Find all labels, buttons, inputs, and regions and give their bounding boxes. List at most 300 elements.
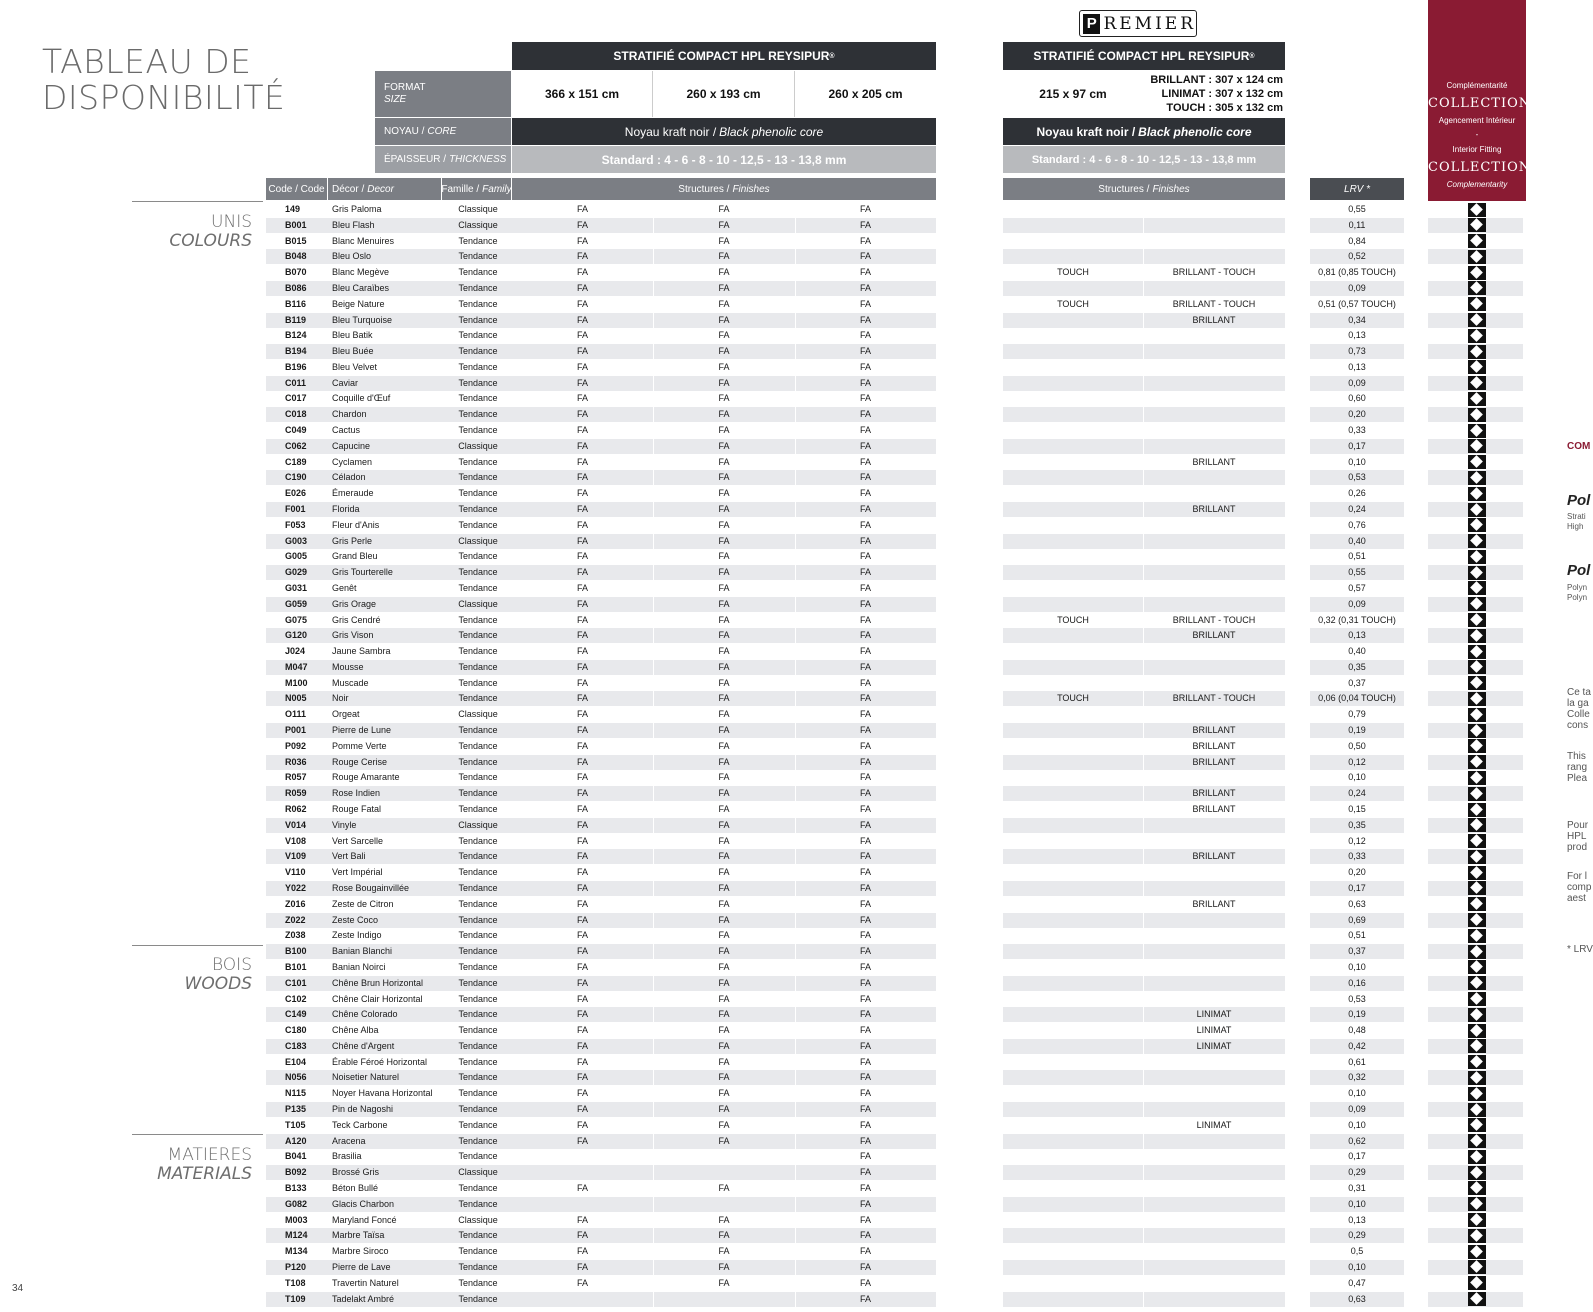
collection-diamond-icon [1468, 1055, 1486, 1069]
collection-diamond-icon [1468, 708, 1486, 722]
table-row [0, 328, 1588, 343]
cell-finish-large [1143, 1149, 1285, 1164]
cell-finish-215 [1003, 1023, 1143, 1038]
table-row [0, 1102, 1588, 1117]
cell-finish-366: FA [576, 661, 588, 672]
cell-finish-260x193: FA [718, 725, 730, 736]
cell-finish-260x193: FA [718, 1088, 730, 1099]
cell-finish-215 [1003, 1118, 1143, 1133]
cell-finish-215 [1003, 1007, 1143, 1022]
collection-diamond-icon [1468, 913, 1486, 927]
cell-code: C018 [285, 409, 307, 420]
cell-finish-260x205: FA [859, 1277, 871, 1288]
collection-diamond-icon [1468, 850, 1486, 864]
table-row [0, 423, 1588, 438]
cell-finish-215 [1003, 565, 1143, 580]
cell-code: V109 [285, 851, 307, 862]
cell-finish-260x205: FA [859, 204, 871, 214]
cell-finish-260x205: FA [859, 551, 871, 562]
collection-diamond-icon [1468, 1150, 1486, 1164]
collection-icon [1465, 265, 1489, 280]
cell-finish-large [1143, 928, 1285, 943]
cell-finish-260x205: FA [859, 314, 871, 325]
cell-finish-260x205: FA [859, 914, 871, 925]
collection-icon [1465, 1292, 1489, 1307]
logo-text: REMIER [1103, 13, 1196, 34]
format-3: 260 x 205 cm [795, 71, 936, 117]
cell-decor: Bleu Turquoise [332, 314, 393, 325]
cell-finish-215: TOUCH [1057, 614, 1089, 625]
cell-code: B001 [285, 219, 307, 230]
cell-lrv: 0,34 [1348, 314, 1366, 325]
cell-lrv: 0,60 [1348, 393, 1366, 404]
cell-finish-260x205: FA [859, 409, 871, 420]
cell-lrv: 0,13 [1348, 1214, 1366, 1225]
premier-logo [1079, 10, 1197, 37]
collection-diamond-icon [1468, 1118, 1486, 1132]
cell-decor: Blanc Megève [332, 267, 390, 278]
table1-thickness: Standard : 4 - 6 - 8 - 10 - 12,5 - 13 - 13,8 mm [512, 146, 936, 173]
cell-decor: Zeste Coco [332, 914, 379, 925]
table-row [0, 518, 1588, 533]
cell-finish-215 [1003, 439, 1143, 454]
cell-finish-366: FA [576, 693, 588, 704]
cell-family: Tendance [458, 1135, 498, 1146]
cell-finish-large: BRILLANT [1192, 788, 1236, 799]
cell-family: Tendance [458, 298, 498, 309]
cell-finish-366: FA [576, 488, 588, 499]
table-row [0, 723, 1588, 738]
cell-decor: Chêne Clair Horizontal [332, 993, 423, 1004]
cell-finish-260x193: FA [718, 946, 730, 957]
cell-family: Tendance [458, 977, 498, 988]
cell-finish-366: FA [576, 472, 588, 483]
cell-finish-260x193: FA [718, 440, 730, 451]
cell-family: Tendance [458, 346, 498, 357]
collection-diamond-icon [1468, 897, 1486, 911]
cell-finish-215 [1003, 818, 1143, 833]
cell-finish-215 [1003, 1102, 1143, 1117]
cell-finish-260x193: FA [718, 1119, 730, 1130]
collection-icon [1465, 376, 1489, 391]
cell-finish-large [1143, 1260, 1285, 1275]
cell-finish-366: FA [576, 298, 588, 309]
collection-icon [1465, 328, 1489, 343]
cell-finish-260x205: FA [859, 1182, 871, 1193]
cell-code: F053 [285, 519, 306, 530]
cell-decor: Vert Sarcelle [332, 835, 384, 846]
format-1: 366 x 151 cm [512, 71, 653, 117]
table-row [0, 644, 1588, 659]
collection-diamond-icon [1468, 645, 1486, 659]
format-2: 260 x 193 cm [653, 71, 795, 117]
cell-lrv: 0,10 [1348, 961, 1366, 972]
cell-finish-215 [1003, 770, 1143, 785]
collection-icon [1465, 534, 1489, 549]
cell-finish-366: FA [576, 440, 588, 451]
cell-family: Tendance [458, 1072, 498, 1083]
cell-finish-260x193: FA [718, 219, 730, 230]
cell-finish-366: FA [576, 519, 588, 530]
cell-lrv: 0,40 [1348, 646, 1366, 657]
cell-code: B119 [285, 314, 307, 325]
cell-finish-260x205: FA [859, 961, 871, 972]
cell-finish-215 [1003, 455, 1143, 470]
cell-finish-large: BRILLANT - TOUCH [1172, 267, 1256, 278]
cell-finish-260x193: FA [718, 614, 730, 625]
cell-family: Tendance [458, 1025, 498, 1036]
cell-decor: Béton Bullé [332, 1182, 379, 1193]
side-text-fragment: comp [1567, 882, 1592, 893]
table2-format-large: BRILLANT : 307 x 124 cm LINIMAT : 307 x 132 cm TOUCH : 305 x 132 cm [1143, 71, 1285, 117]
cell-finish-260x193: FA [718, 314, 730, 325]
collection-icon [1465, 913, 1489, 928]
table-row [0, 1055, 1588, 1070]
collection-icon [1465, 1102, 1489, 1117]
cell-finish-215 [1003, 1260, 1143, 1275]
collection-icon [1465, 1086, 1489, 1101]
cell-code: C011 [285, 377, 307, 388]
cell-finish-260x193: FA [718, 772, 730, 783]
cell-finish-260x205: FA [859, 393, 871, 404]
collection-diamond-icon [1468, 834, 1486, 848]
collection-icon [1465, 407, 1489, 422]
cell-finish-large: BRILLANT - TOUCH [1172, 298, 1256, 309]
cell-family: Tendance [458, 251, 498, 262]
collection-diamond-icon [1468, 881, 1486, 895]
table-row [0, 1276, 1588, 1291]
cell-family: Tendance [458, 330, 498, 341]
cell-decor: Chardon [332, 409, 367, 420]
cell-finish-260x193: FA [718, 598, 730, 609]
cell-code: R057 [285, 772, 307, 783]
cell-lrv: 0,12 [1348, 835, 1366, 846]
cell-finish-366: FA [576, 377, 588, 388]
cell-decor: Chêne Brun Horizontal [332, 977, 424, 988]
cell-family: Tendance [458, 282, 498, 293]
cell-family: Classique [458, 598, 498, 609]
cell-code: G003 [285, 535, 308, 546]
cell-lrv: 0,35 [1348, 661, 1366, 672]
cell-finish-366: FA [576, 772, 588, 783]
cell-code: P001 [285, 725, 307, 736]
cell-finish-366: FA [576, 1119, 588, 1130]
cell-lrv: 0,32 (0,31 TOUCH) [1318, 614, 1396, 625]
cell-finish-260x205: FA [859, 677, 871, 688]
cell-finish-260x193: FA [718, 646, 730, 657]
cell-decor: Beige Nature [332, 298, 385, 309]
table-row [0, 439, 1591, 454]
cell-family: Tendance [458, 725, 498, 736]
collection-diamond-icon [1468, 1229, 1486, 1243]
cell-finish-large [1143, 391, 1285, 406]
cell-finish-large: BRILLANT [1192, 504, 1236, 514]
cell-code: G120 [285, 630, 308, 641]
cell-lrv: 0,55 [1348, 204, 1366, 214]
cell-finish-366: FA [576, 1025, 588, 1036]
cell-finish-366: FA [576, 235, 588, 246]
cell-decor: Pomme Verte [332, 740, 387, 751]
cell-finish-260x193: FA [718, 267, 730, 278]
collection-diamond-icon [1468, 597, 1486, 611]
collection-icon [1465, 849, 1489, 864]
collection-icon [1465, 691, 1489, 706]
cell-finish-260x205: FA [859, 567, 871, 578]
cell-finish-366: FA [576, 961, 588, 972]
cell-code: G031 [285, 582, 308, 593]
cell-finish-215 [1003, 1292, 1143, 1307]
cell-finish-large [1143, 944, 1285, 959]
cell-finish-260x193: FA [718, 330, 730, 341]
cell-finish-260x205: FA [859, 1025, 871, 1036]
table2-thickness: Standard : 4 - 6 - 8 - 10 - 12,5 - 13 - 13,8 mm [1003, 146, 1285, 173]
cell-family: Tendance [458, 582, 498, 593]
cell-finish-366: FA [576, 677, 588, 688]
table-row [0, 1181, 1588, 1196]
collection-diamond-icon [1468, 1071, 1486, 1085]
col-decor-header: Décor / Decor [328, 178, 441, 200]
cell-finish-large [1143, 1213, 1285, 1228]
cell-lrv: 0,19 [1348, 725, 1366, 736]
cell-decor: Pin de Nagoshi [332, 1104, 394, 1115]
collection-icon [1465, 834, 1489, 849]
cell-family: Tendance [458, 1198, 498, 1209]
cell-family: Tendance [458, 1277, 498, 1288]
column-separator [795, 202, 796, 1307]
cell-lrv: 0,24 [1348, 504, 1366, 514]
cell-family: Classique [458, 535, 498, 546]
cell-finish-260x193: FA [718, 1040, 730, 1051]
cell-code: T105 [285, 1119, 306, 1130]
cell-finish-large [1143, 407, 1285, 422]
cell-lrv: 0,51 (0,57 TOUCH) [1318, 298, 1396, 309]
cell-family: Tendance [458, 1119, 498, 1130]
cell-finish-260x205: FA [859, 1293, 871, 1304]
cell-finish-260x193: FA [718, 1009, 730, 1020]
cell-finish-260x193: FA [718, 677, 730, 688]
cell-finish-366: FA [576, 977, 588, 988]
cell-finish-260x205: FA [859, 267, 871, 278]
cell-family: Tendance [458, 1104, 498, 1115]
cell-lrv: 0,09 [1348, 1104, 1366, 1115]
cell-finish-215 [1003, 1134, 1143, 1149]
cell-family: Tendance [458, 425, 498, 436]
cell-lrv: 0,84 [1348, 235, 1366, 246]
cell-finish-366: FA [576, 788, 588, 799]
cell-finish-260x193: FA [718, 472, 730, 483]
cell-lrv: 0,48 [1348, 1025, 1366, 1036]
cell-finish-366 [512, 1197, 653, 1212]
side-text-fragment: Polyn [1567, 593, 1588, 602]
cell-family: Tendance [458, 788, 498, 799]
cell-decor: Jaune Sambra [332, 646, 391, 657]
cell-finish-260x193: FA [718, 693, 730, 704]
cell-finish-260x193: FA [718, 535, 730, 546]
side-text-fragment: HPL [1567, 831, 1587, 842]
cell-decor: Vert Bali [332, 851, 366, 862]
cell-lrv: 0,81 (0,85 TOUCH) [1318, 267, 1396, 278]
cell-family: Tendance [458, 882, 498, 893]
cell-finish-260x193: FA [718, 251, 730, 262]
collection-diamond-icon [1468, 613, 1486, 627]
cell-finish-215 [1003, 328, 1143, 343]
table-row [0, 818, 1588, 833]
collection-icon [1465, 897, 1489, 912]
collection-icon [1465, 739, 1489, 754]
collection-icon [1465, 486, 1489, 501]
cell-code: V014 [285, 819, 307, 830]
table-row [0, 407, 1588, 422]
cell-code: B194 [285, 346, 307, 357]
cell-finish-215 [1003, 913, 1143, 928]
cell-finish-260x193: FA [718, 1230, 730, 1241]
cell-finish-large [1143, 597, 1285, 612]
collection-icon [1465, 313, 1489, 328]
collection-icon [1465, 391, 1489, 406]
cell-lrv: 0,17 [1348, 882, 1366, 893]
table-row [0, 344, 1588, 359]
collection-icon [1465, 628, 1489, 643]
cell-finish-215 [1003, 739, 1143, 754]
cell-code: G029 [285, 567, 308, 578]
cell-finish-large [1143, 976, 1285, 991]
cell-finish-260x193: FA [718, 377, 730, 388]
collection-diamond-icon [1468, 1260, 1486, 1274]
cell-family: Tendance [458, 1009, 498, 1020]
table-row [0, 613, 1588, 628]
cell-finish-366: FA [576, 835, 588, 846]
cell-finish-260x205: FA [859, 740, 871, 751]
collection-icon [1465, 581, 1489, 596]
collection-diamond-icon [1468, 1039, 1486, 1053]
cell-finish-260x205: FA [859, 330, 871, 341]
cell-decor: Zeste Indigo [332, 930, 382, 941]
cell-code: P092 [285, 740, 307, 751]
cell-finish-260x205: FA [859, 235, 871, 246]
cell-finish-260x205: FA [859, 772, 871, 783]
table-row [0, 565, 1588, 580]
cell-decor: Banian Noirci [332, 961, 386, 972]
cell-finish-260x193: FA [718, 804, 730, 815]
table-row [0, 928, 1588, 943]
collection-icon [1465, 360, 1489, 375]
cell-finish-260x193: FA [718, 282, 730, 293]
cell-lrv: 0,47 [1348, 1277, 1366, 1288]
cell-decor: Teck Carbone [332, 1119, 388, 1130]
cell-finish-large: BRILLANT [1192, 740, 1236, 751]
collection-diamond-icon [1468, 992, 1486, 1006]
cell-code: E026 [285, 488, 307, 499]
cell-finish-large: LINIMAT [1196, 1009, 1232, 1020]
collection-diamond-icon [1468, 329, 1486, 343]
cell-decor: Blanc Menuires [332, 235, 395, 246]
cell-decor: Tadelakt Ambré [332, 1293, 395, 1304]
cell-finish-260x205: FA [859, 1261, 871, 1272]
collection-diamond-icon [1468, 803, 1486, 817]
collection-icon [1465, 1055, 1489, 1070]
table-row [0, 455, 1588, 470]
side-text-fragment: Polyn [1567, 583, 1588, 592]
cell-family: Tendance [458, 1040, 498, 1051]
cell-family: Tendance [458, 567, 498, 578]
collection-diamond-icon [1468, 566, 1486, 580]
cell-finish-366: FA [576, 756, 588, 767]
cell-family: Tendance [458, 614, 498, 625]
table-row [0, 1213, 1588, 1228]
cell-code: V110 [285, 867, 306, 878]
cell-code: A120 [285, 1135, 307, 1146]
cell-finish-260x193: FA [718, 504, 730, 514]
cell-finish-366: FA [576, 567, 588, 578]
table-row [0, 1023, 1588, 1038]
collection-diamond-icon [1468, 250, 1486, 264]
cell-lrv: 0,16 [1348, 977, 1366, 988]
cell-finish-215 [1003, 218, 1143, 233]
cell-finish-366: FA [576, 409, 588, 420]
title-line-2: DISPONIBILITÉ [42, 78, 286, 117]
cell-finish-366: FA [576, 1182, 588, 1193]
cell-decor: Pierre de Lave [332, 1261, 391, 1272]
cell-finish-215 [1003, 313, 1143, 328]
cell-lrv: 0,69 [1348, 914, 1366, 925]
cell-finish-260x193: FA [718, 788, 730, 799]
collection-diamond-icon [1468, 313, 1486, 327]
cell-finish-215 [1003, 470, 1143, 485]
cell-finish-large: BRILLANT - TOUCH [1172, 693, 1256, 704]
cell-finish-260x193: FA [718, 630, 730, 641]
cell-decor: Orgeat [332, 709, 360, 720]
cell-decor: Gris Cendré [332, 614, 381, 625]
table-row [0, 770, 1588, 785]
cell-code: Z022 [285, 914, 306, 925]
cell-finish-215 [1003, 249, 1143, 264]
cell-finish-215 [1003, 1039, 1143, 1054]
cell-finish-366: FA [576, 1261, 588, 1272]
cell-finish-366: FA [576, 1246, 588, 1257]
cell-decor: Bleu Buée [332, 346, 374, 357]
col-code-header: Code / Code [266, 178, 327, 200]
cell-code: Z038 [285, 930, 306, 941]
collection-icon [1465, 786, 1489, 801]
cell-lrv: 0,76 [1348, 519, 1366, 530]
cell-finish-366: FA [576, 1009, 588, 1020]
cell-finish-260x193: FA [718, 204, 730, 214]
cell-decor: Chêne Colorado [332, 1009, 398, 1020]
cell-finish-260x193: FA [718, 519, 730, 530]
cell-lrv: 0,63 [1348, 1293, 1366, 1304]
collection-diamond-icon [1468, 1213, 1486, 1227]
cell-finish-366: FA [576, 330, 588, 341]
collection-diamond-icon [1468, 787, 1486, 801]
cell-lrv: 0,26 [1348, 488, 1366, 499]
cell-finish-366: FA [576, 709, 588, 720]
table1-core: Noyau kraft noir / Black phenolic core [512, 118, 936, 145]
cell-family: Tendance [458, 361, 498, 372]
lrv-header: LRV * [1310, 178, 1404, 200]
cell-finish-260x193: FA [718, 567, 730, 578]
cell-lrv: 0,33 [1348, 425, 1366, 436]
cell-finish-large [1143, 881, 1285, 896]
cell-lrv: 0,12 [1348, 756, 1366, 767]
cell-lrv: 0,10 [1348, 1198, 1366, 1209]
cell-finish-260x205: FA [859, 582, 871, 593]
cell-finish-260x193: FA [718, 930, 730, 941]
cell-decor: Rose Bougainvillée [332, 882, 410, 893]
collection-diamond-icon [1468, 945, 1486, 959]
cell-family: Tendance [458, 930, 498, 941]
cell-finish-215 [1003, 928, 1143, 943]
collection-icon [1465, 297, 1489, 312]
